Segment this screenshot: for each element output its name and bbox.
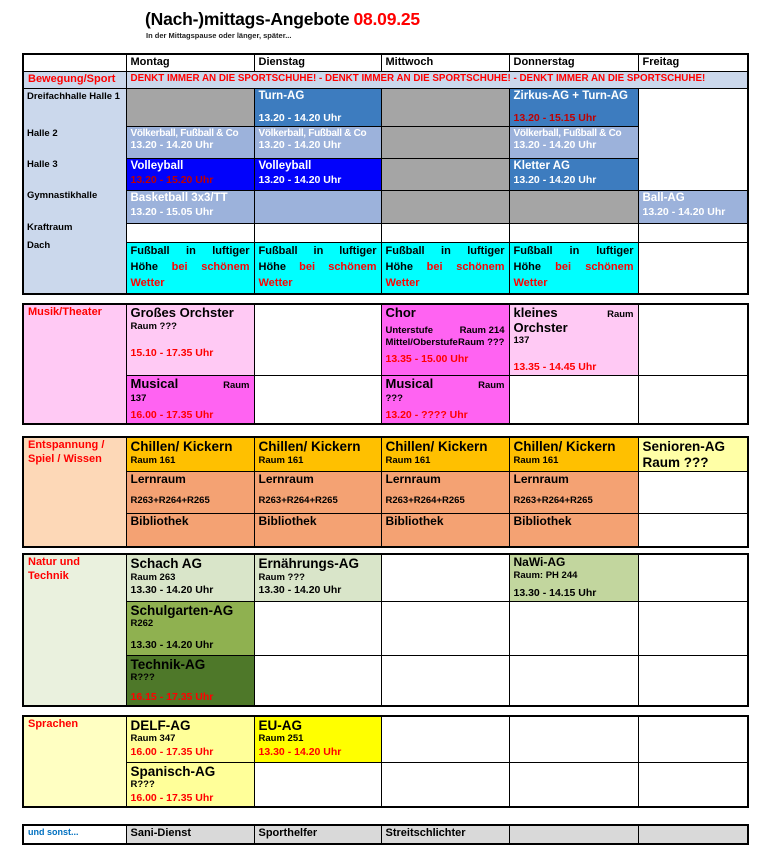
activity-title: NaWi-AG xyxy=(513,555,566,570)
activity-title: Bibliothek xyxy=(130,514,189,529)
empty-cell xyxy=(638,514,748,548)
row-sonstiges xyxy=(23,825,748,844)
cell-chillen-donnerstag xyxy=(509,437,638,472)
activity-time: 13.35 - 15.00 Uhr xyxy=(385,353,469,366)
room-label: Raum xyxy=(607,309,634,321)
empty-cell xyxy=(638,554,748,601)
cell-volleyball-dienstag xyxy=(254,159,381,191)
empty-cell xyxy=(638,243,748,295)
activity-title: Technik-AG xyxy=(130,656,206,672)
activity-title: Völkerball, Fußball & Co xyxy=(513,128,622,140)
activity-time: 13.35 - 14.45 Uhr xyxy=(513,361,597,374)
empty-cell xyxy=(638,224,748,243)
activity-room: R263+R264+R265 xyxy=(385,495,465,507)
entspannung-table xyxy=(22,436,749,548)
activity-room: Raum 347 xyxy=(130,733,176,745)
section-label-sonstiges: und sonst... xyxy=(23,825,126,844)
empty-cell xyxy=(381,89,509,127)
empty-cell xyxy=(254,601,381,655)
activity-time: 13.20 - 14.20 Uhr xyxy=(513,139,597,152)
activity-title: Schulgarten-AG xyxy=(130,602,234,618)
activity-title: Lernraum xyxy=(258,472,314,487)
group-name: Mittel/Oberstufe xyxy=(385,336,458,348)
cell-fussball-dach-mittwoch xyxy=(381,243,509,295)
empty-cell xyxy=(509,191,638,224)
title-line xyxy=(514,306,634,335)
empty-cell xyxy=(381,601,509,655)
activity-condition: bei schönem Wetter xyxy=(385,261,505,290)
cell-musical-montag xyxy=(126,376,254,425)
activity-title: Völkerball, Fußball & Co xyxy=(130,128,239,140)
row-chillen xyxy=(23,437,748,472)
activity-room: Raum 161 xyxy=(513,454,559,466)
empty-cell xyxy=(638,472,748,514)
empty-cell xyxy=(509,762,638,806)
empty-cell xyxy=(381,554,509,601)
activity-condition: bei schönem Wetter xyxy=(258,261,377,290)
page-date: 08.09.25 xyxy=(353,9,420,29)
activity-room: Raum ??? xyxy=(642,454,709,470)
activity-title: Ball-AG xyxy=(642,192,685,205)
activity-room: Raum ??? xyxy=(130,320,177,332)
activity-time: 16.00 - 17.35 Uhr xyxy=(130,791,214,804)
sport-shoes-banner: DENKT IMMER AN DIE SPORTSCHUHE! - DENKT IMMER AN DIE SPORTSCHUHE! - DENKT IMMER AN DIE SPORTSCHUHE! xyxy=(126,72,748,89)
activity-condition: bei schönem Wetter xyxy=(513,261,634,290)
activity-room: Raum 161 xyxy=(130,454,176,466)
sport-table xyxy=(22,53,749,295)
activity-room: R263+R264+R265 xyxy=(258,495,338,507)
row-sprachen-1 xyxy=(23,716,748,763)
section-label-sport: Bewegung/Sport xyxy=(23,72,126,89)
venue-dach: Dach xyxy=(27,240,51,251)
activity-time: 13.20 - 15.05 Uhr xyxy=(130,205,214,218)
cell-lernraum-donnerstag xyxy=(509,472,638,514)
day-header-row xyxy=(23,54,748,72)
activity-time: 15.10 - 17.35 Uhr xyxy=(130,346,214,359)
activity-condition: bei schönem Wetter xyxy=(130,261,250,290)
empty-cell xyxy=(381,191,509,224)
activity-title: Bibliothek xyxy=(258,514,317,529)
cell-chillen-mittwoch xyxy=(381,437,509,472)
cell-basketball xyxy=(126,191,254,224)
empty-cell xyxy=(254,304,381,376)
activity-title: Chor xyxy=(385,305,416,321)
activity-title: Chillen/ Kickern xyxy=(385,439,488,455)
activity-title: DELF-AG xyxy=(130,717,191,733)
empty-cell xyxy=(509,224,638,243)
chor-group-1 xyxy=(386,325,505,337)
empty-cell xyxy=(381,655,509,705)
group-room: Raum ??? xyxy=(458,336,505,348)
cell-volleyball-montag xyxy=(126,159,254,191)
activity-room: R263+R264+R265 xyxy=(130,495,210,507)
activity-time: 16.00 - 17.35 Uhr xyxy=(130,409,214,422)
corner-cell xyxy=(23,54,126,72)
activity-time: 13.20 - ???? Uhr xyxy=(385,409,468,422)
activity-time: 13.20 - 15.15 Uhr xyxy=(513,112,597,125)
activity-text xyxy=(131,244,250,292)
activity-title: Großes Orchster xyxy=(130,305,234,321)
group-room: Raum 214 xyxy=(459,324,505,336)
empty-cell xyxy=(638,304,748,376)
sprachen-table xyxy=(22,715,749,808)
row-dach xyxy=(23,243,748,295)
cell-kleines-orchester xyxy=(509,304,638,376)
activity-room: Raum: PH 244 xyxy=(513,570,578,582)
empty-cell xyxy=(509,376,638,425)
empty-cell xyxy=(509,655,638,705)
activity-title: Fußball in luftiger Höhe xyxy=(130,245,250,274)
section-label-sprachen: Sprachen xyxy=(23,716,126,807)
activity-title: Zirkus-AG + Turn-AG xyxy=(513,90,628,102)
cell-turn-ag xyxy=(254,89,381,127)
cell-chillen-montag xyxy=(126,437,254,472)
empty-cell xyxy=(638,655,748,705)
cell-bibliothek-donnerstag xyxy=(509,514,638,548)
cell-voelkerball-montag xyxy=(126,127,254,159)
empty-cell xyxy=(509,716,638,763)
activity-title: Basketball 3x3/TT xyxy=(130,192,228,205)
activity-title: Musical xyxy=(385,376,434,392)
row-natur-3 xyxy=(23,655,748,705)
empty-cell xyxy=(381,224,509,243)
empty-cell xyxy=(254,655,381,705)
cell-lernraum-montag xyxy=(126,472,254,514)
empty-cell xyxy=(638,376,748,425)
activity-title: Musical xyxy=(130,376,179,392)
empty-cell xyxy=(638,716,748,763)
row-musik-1 xyxy=(23,304,748,376)
title-line xyxy=(131,377,250,392)
venue-halle1: Dreifachhalle Halle 1 xyxy=(27,91,120,102)
empty-cell xyxy=(254,191,381,224)
venue-gymnastikhalle: Gymnastikhalle xyxy=(27,190,98,201)
activity-text xyxy=(386,244,505,292)
activity-text xyxy=(259,244,377,292)
title-line xyxy=(386,377,505,392)
cell-bibliothek-dienstag xyxy=(254,514,381,548)
activity-time: 13.30 - 14.20 Uhr xyxy=(130,584,214,597)
cell-fussball-dach-dienstag xyxy=(254,243,381,295)
activity-time: 13.20 - 14.20 Uhr xyxy=(642,205,726,218)
row-kraftraum xyxy=(23,224,748,243)
cell-ernaehrungs-ag xyxy=(254,554,381,601)
natur-table xyxy=(22,553,749,706)
activity-title: Senioren-AG xyxy=(642,439,726,455)
empty-cell xyxy=(638,601,748,655)
activity-room: 137 xyxy=(513,334,530,346)
activity-title: Ernährungs-AG xyxy=(258,556,360,572)
cell-musical-mittwoch xyxy=(381,376,509,425)
title-bar xyxy=(0,0,769,30)
cell-lernraum-dienstag xyxy=(254,472,381,514)
activity-time: 13.20 - 14.20 Uhr xyxy=(258,173,342,186)
cell-spanisch-ag xyxy=(126,762,254,806)
activity-title: Lernraum xyxy=(130,472,186,487)
activity-title: kleines Orchster xyxy=(513,305,568,335)
empty-cell xyxy=(381,716,509,763)
room-label: Raum xyxy=(478,380,505,392)
activity-title: Lernraum xyxy=(513,472,569,487)
activity-room: R??? xyxy=(130,672,155,684)
day-header-donnerstag: Donnerstag xyxy=(509,54,638,72)
venue-labels xyxy=(23,89,126,295)
cell-bibliothek-mittwoch xyxy=(381,514,509,548)
day-header-montag: Montag xyxy=(126,54,254,72)
musik-table xyxy=(22,303,749,425)
activity-title: Lernraum xyxy=(385,472,441,487)
activity-title: EU-AG xyxy=(258,717,302,733)
group-name: Unterstufe xyxy=(385,324,434,336)
sport-banner-row xyxy=(23,72,748,89)
cell-chillen-dienstag xyxy=(254,437,381,472)
row-natur-2 xyxy=(23,601,748,655)
empty-cell xyxy=(381,127,509,159)
cell-sani-dienst: Sani-Dienst xyxy=(126,825,254,844)
activity-title: Schach AG xyxy=(130,556,203,572)
empty-cell xyxy=(381,159,509,191)
cell-fussball-dach-donnerstag xyxy=(509,243,638,295)
empty-cell xyxy=(638,762,748,806)
activity-title: Fußball in luftiger Höhe xyxy=(258,245,377,274)
activity-room: Raum 263 xyxy=(130,571,176,583)
cell-ball-ag xyxy=(638,191,748,224)
empty-cell xyxy=(254,224,381,243)
day-header-mittwoch: Mittwoch xyxy=(381,54,509,72)
activity-time: 13.30 - 14.20 Uhr xyxy=(258,584,342,597)
activity-time: 16.15 - 17.35 Uhr xyxy=(130,690,214,703)
activity-title: Bibliothek xyxy=(385,514,444,529)
cell-schach-ag xyxy=(126,554,254,601)
activity-time: 13.30 - 14.20 Uhr xyxy=(258,745,342,758)
empty-cell xyxy=(509,825,638,844)
cell-bibliothek-montag xyxy=(126,514,254,548)
empty-cell xyxy=(509,601,638,655)
cell-voelkerball-dienstag xyxy=(254,127,381,159)
cell-kletter-ag xyxy=(509,159,638,191)
venue-halle3: Halle 3 xyxy=(27,159,58,170)
activity-text xyxy=(514,244,634,292)
activity-title: Kletter AG xyxy=(513,160,570,173)
activity-title: Spanisch-AG xyxy=(130,763,216,779)
activity-title: Volleyball xyxy=(258,160,312,173)
activity-room: Raum 161 xyxy=(258,454,304,466)
row-sprachen-2 xyxy=(23,762,748,806)
section-label-entspannung: Entspannung / Spiel / Wissen xyxy=(23,437,126,547)
cell-schulgarten-ag xyxy=(126,601,254,655)
cell-senioren-ag xyxy=(638,437,748,472)
activity-room: R263+R264+R265 xyxy=(513,495,593,507)
empty-cell xyxy=(638,825,748,844)
activity-title: Völkerball, Fußball & Co xyxy=(258,128,367,140)
cell-sporthelfer: Sporthelfer xyxy=(254,825,381,844)
activity-title: Fußball in luftiger Höhe xyxy=(385,245,505,274)
room-label: Raum xyxy=(223,380,250,392)
empty-cell xyxy=(254,376,381,425)
page-subtitle: In der Mittagspause oder länger, später... xyxy=(146,31,292,40)
activity-room: 137 xyxy=(130,392,147,404)
row-gymnastikhalle xyxy=(23,191,748,224)
cell-delf-ag xyxy=(126,716,254,763)
row-natur-1 xyxy=(23,554,748,601)
cell-fussball-dach-montag xyxy=(126,243,254,295)
activity-title: Turn-AG xyxy=(258,90,305,102)
row-lernraum xyxy=(23,472,748,514)
cell-chor xyxy=(381,304,509,376)
activity-room: ??? xyxy=(385,392,403,404)
activity-time: 13.20 - 14.20 Uhr xyxy=(130,139,214,152)
row-halle1 xyxy=(23,89,748,127)
activity-room: Raum ??? xyxy=(258,571,305,583)
activity-title: Fußball in luftiger Höhe xyxy=(513,245,634,274)
empty-cell xyxy=(638,89,748,191)
cell-zirkus-turn-ag xyxy=(509,89,638,127)
empty-cell xyxy=(126,224,254,243)
cell-voelkerball-donnerstag xyxy=(509,127,638,159)
activity-room: R262 xyxy=(130,618,154,630)
row-musik-2 xyxy=(23,376,748,425)
page-title: (Nach-)mittags-Angebote xyxy=(145,9,350,29)
activity-time: 13.20 - 14.20 Uhr xyxy=(258,139,342,152)
activity-room: Raum 251 xyxy=(258,733,304,745)
day-header-freitag: Freitag xyxy=(638,54,748,72)
venue-kraftraum: Kraftraum xyxy=(27,222,73,233)
activity-title: Chillen/ Kickern xyxy=(130,439,233,455)
activity-room: Raum 161 xyxy=(385,454,431,466)
sonstiges-table xyxy=(22,824,749,845)
activity-time: 13.20 - 14.20 Uhr xyxy=(258,112,342,125)
activity-title: Bibliothek xyxy=(513,514,572,529)
activity-time: 13.30 - 14.15 Uhr xyxy=(513,586,597,599)
cell-nawi-ag xyxy=(509,554,638,601)
activity-time: 13.30 - 14.20 Uhr xyxy=(130,638,214,651)
row-bibliothek xyxy=(23,514,748,548)
empty-cell xyxy=(126,89,254,127)
activity-title: Volleyball xyxy=(130,160,184,173)
cell-streitschlichter: Streitschlichter xyxy=(381,825,509,844)
cell-grosses-orchester xyxy=(126,304,254,376)
activity-room: R??? xyxy=(130,779,155,791)
chor-group-2 xyxy=(386,337,505,349)
empty-cell xyxy=(254,762,381,806)
activity-title: Chillen/ Kickern xyxy=(258,439,361,455)
section-label-musik: Musik/Theater xyxy=(23,304,126,424)
activity-title: Chillen/ Kickern xyxy=(513,439,616,455)
activity-time: 16.00 - 17.35 Uhr xyxy=(130,745,214,758)
day-header-dienstag: Dienstag xyxy=(254,54,381,72)
empty-cell xyxy=(381,762,509,806)
cell-technik-ag xyxy=(126,655,254,705)
cell-lernraum-mittwoch xyxy=(381,472,509,514)
cell-eu-ag xyxy=(254,716,381,763)
activity-time: 13.20 - 14.20 Uhr xyxy=(513,173,597,186)
venue-halle2: Halle 2 xyxy=(27,128,58,139)
section-label-natur: Natur und Technik xyxy=(23,554,126,705)
activity-time: 13.20 - 15.20 Uhr xyxy=(130,173,214,186)
